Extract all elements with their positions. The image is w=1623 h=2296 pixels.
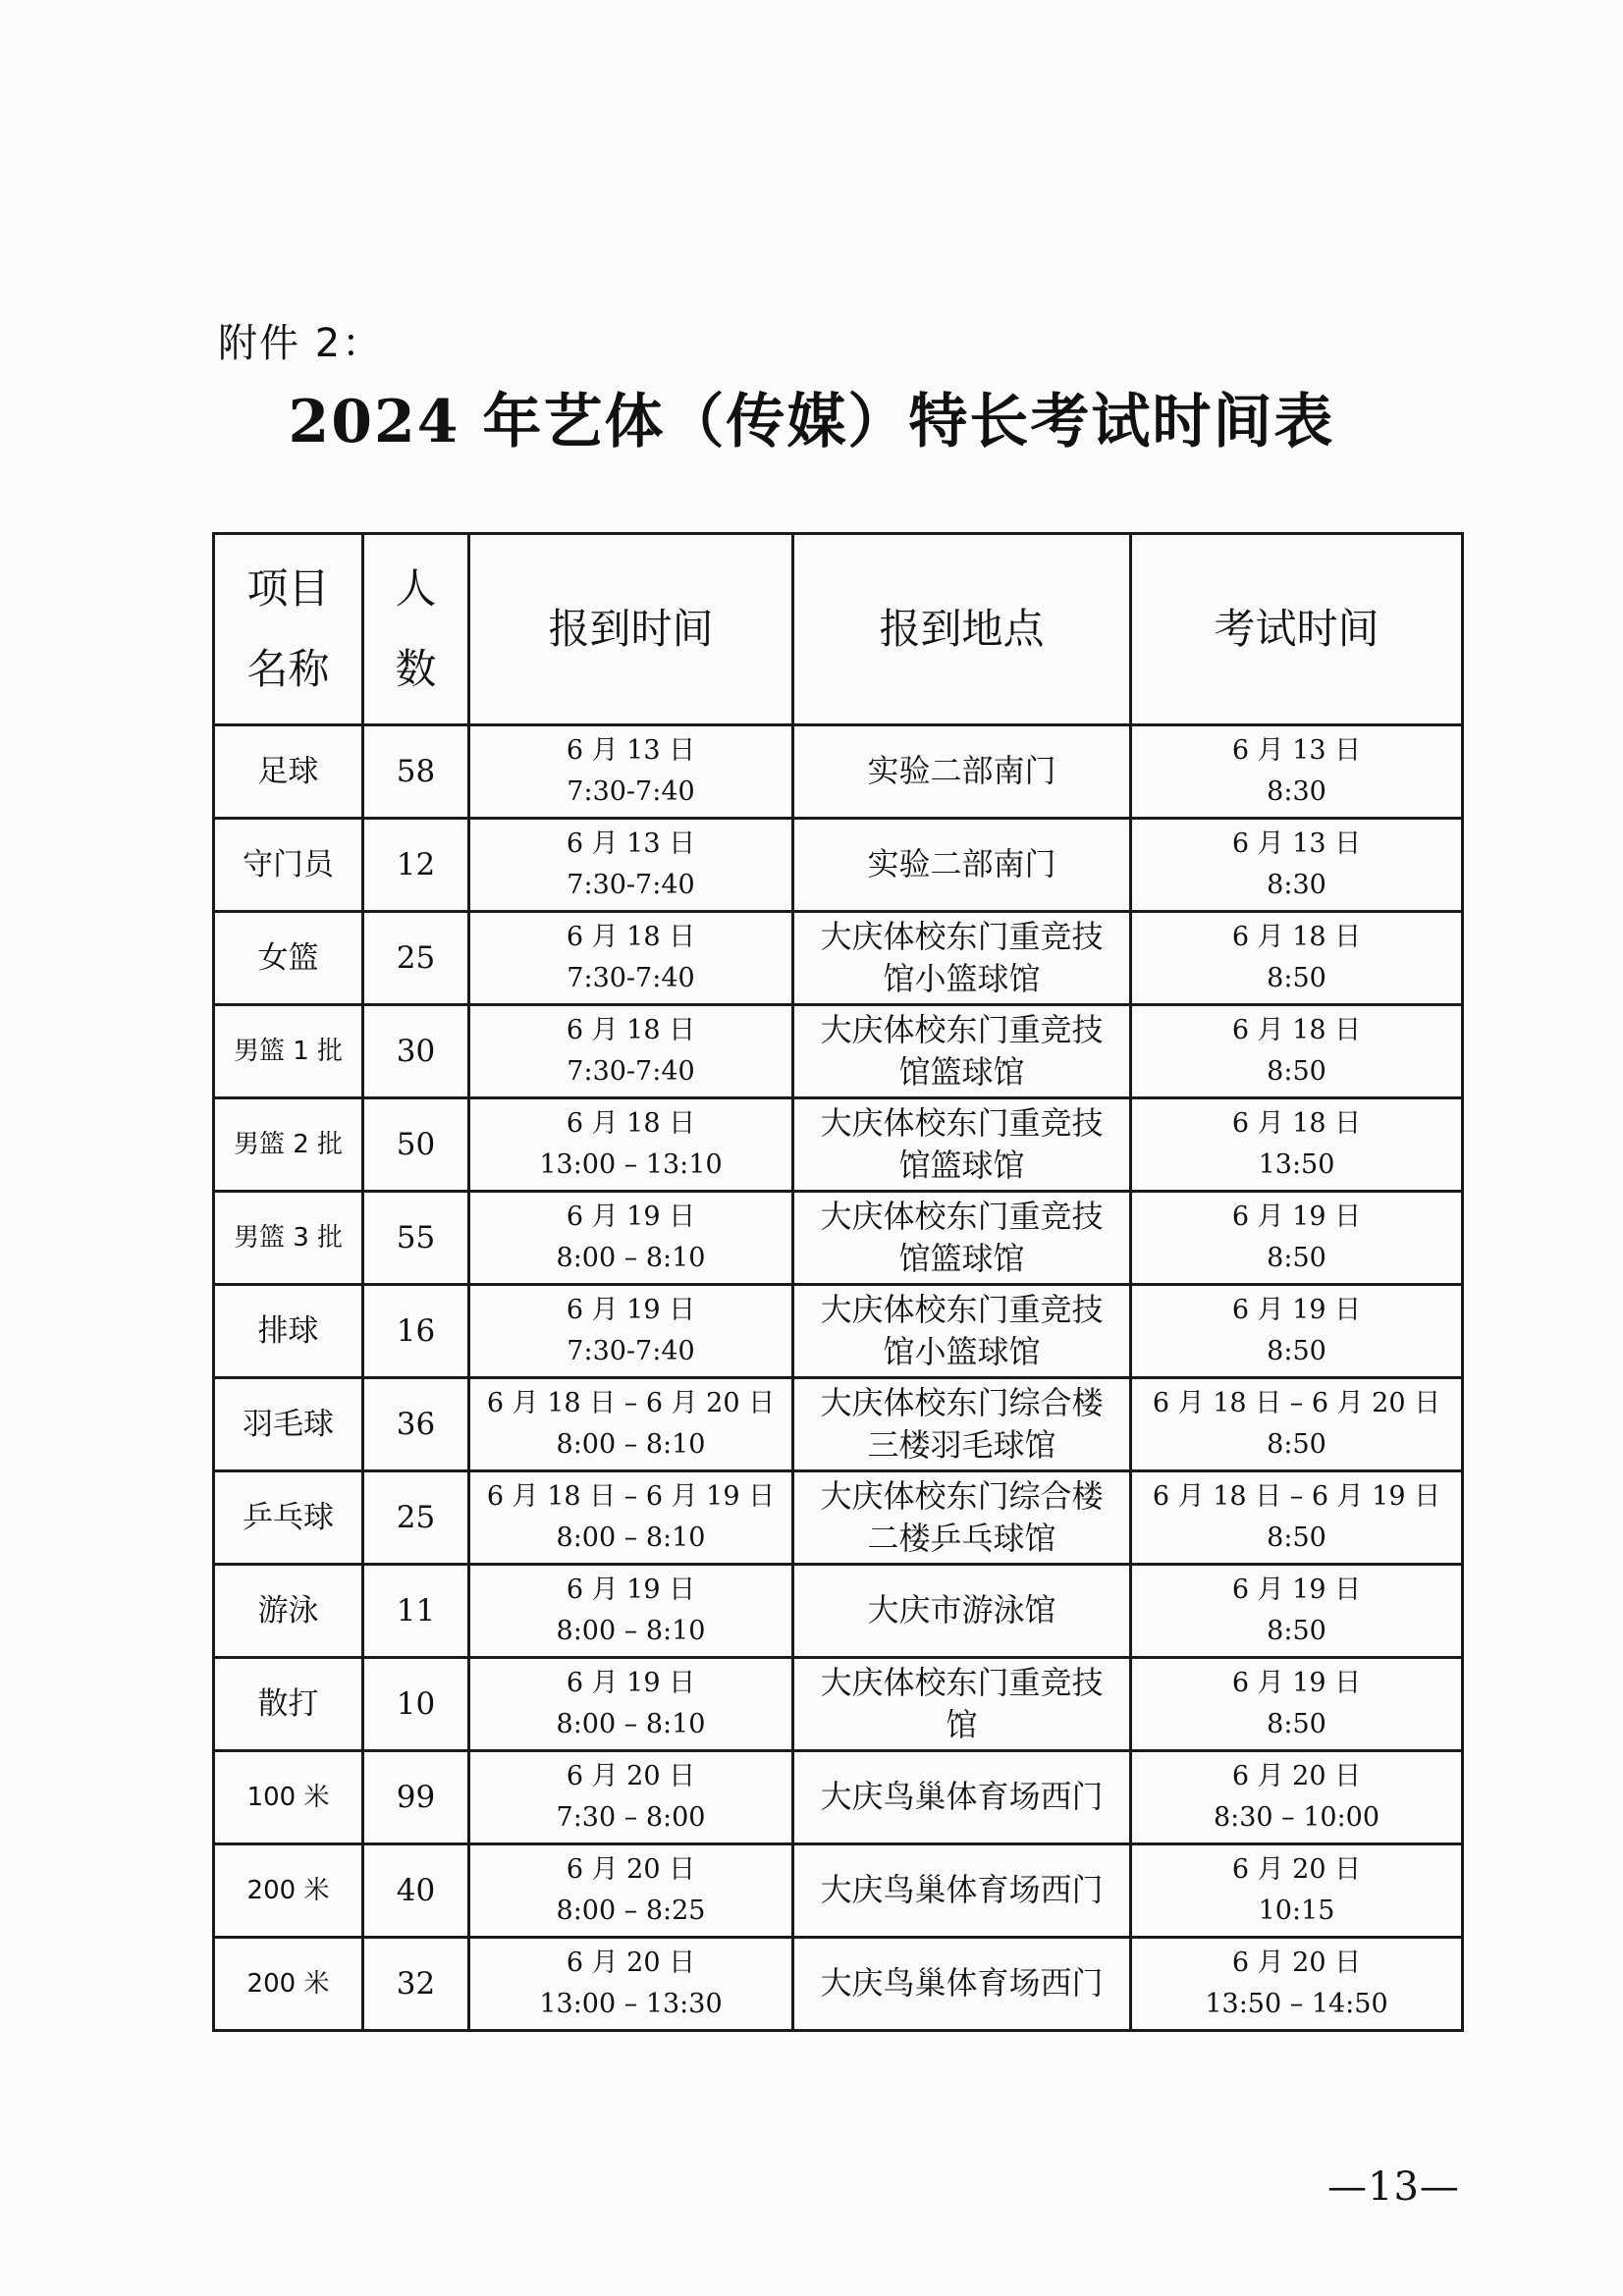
checkin-time-line: 6 月 18 日 – 6 月 19 日 bbox=[486, 1481, 776, 1513]
checkin-time-line: 8:00 – 8:10 bbox=[556, 1709, 706, 1739]
checkin-time-line: 6 月 18 日 bbox=[566, 922, 696, 953]
cell-checkin-location: 大庆体校东门综合楼二楼乒乓球馆 bbox=[793, 1471, 1131, 1565]
cell-checkin-time bbox=[469, 1658, 793, 1751]
cell-exam-time bbox=[1131, 1938, 1463, 2031]
table-row bbox=[214, 1285, 1463, 1378]
checkin-time-line: 6 月 19 日 bbox=[566, 1295, 696, 1326]
cell-exam-time bbox=[1131, 1471, 1463, 1565]
cell-checkin-location: 大庆体校东门重竞技馆小篮球馆 bbox=[793, 1285, 1131, 1378]
cell-checkin-time bbox=[469, 912, 793, 1005]
cell-item-name: 守门员 bbox=[214, 819, 363, 912]
header-exam-time: 考试时间 bbox=[1131, 534, 1463, 725]
cell-item-name: 200 米 bbox=[214, 1938, 363, 2031]
cell-checkin-location: 大庆鸟巢体育场西门 bbox=[793, 1844, 1131, 1938]
cell-item-name: 男篮 2 批 bbox=[214, 1098, 363, 1192]
cell-item-name: 200 米 bbox=[214, 1844, 363, 1938]
cell-checkin-time bbox=[469, 1565, 793, 1658]
cell-exam-time bbox=[1131, 912, 1463, 1005]
cell-item-name: 乒乓球 bbox=[214, 1471, 363, 1565]
cell-checkin-time bbox=[469, 1098, 793, 1192]
table-row bbox=[214, 1098, 1463, 1192]
checkin-time-line: 7:30-7:40 bbox=[567, 870, 695, 900]
cell-item-name: 足球 bbox=[214, 725, 363, 819]
exam-time-line: 6 月 20 日 bbox=[1231, 1948, 1362, 1979]
table-row bbox=[214, 1192, 1463, 1285]
header-count: 人 数 bbox=[363, 534, 469, 725]
cell-count: 10 bbox=[363, 1658, 469, 1751]
cell-count: 99 bbox=[363, 1751, 469, 1844]
checkin-time-line: 7:30-7:40 bbox=[567, 963, 695, 993]
exam-time-line: 6 月 20 日 bbox=[1231, 1761, 1362, 1792]
cell-count: 11 bbox=[363, 1565, 469, 1658]
checkin-time-line: 8:00 – 8:10 bbox=[556, 1243, 706, 1273]
header-checkin-time: 报到时间 bbox=[469, 534, 793, 725]
attachment-label: 附件 2： bbox=[218, 321, 384, 366]
cell-item-name: 男篮 1 批 bbox=[214, 1005, 363, 1098]
cell-checkin-time bbox=[469, 1751, 793, 1844]
checkin-time-line: 6 月 19 日 bbox=[566, 1575, 696, 1606]
exam-time-line: 8:30 – 10:00 bbox=[1213, 1802, 1380, 1833]
exam-time-line: 6 月 18 日 – 6 月 20 日 bbox=[1152, 1388, 1441, 1419]
checkin-time-line: 8:00 – 8:25 bbox=[556, 1896, 706, 1926]
cell-checkin-location: 大庆体校东门综合楼三楼羽毛球馆 bbox=[793, 1378, 1131, 1471]
cell-exam-time bbox=[1131, 725, 1463, 819]
cell-exam-time bbox=[1131, 1751, 1463, 1844]
exam-time-line: 6 月 19 日 bbox=[1231, 1201, 1362, 1233]
page-number: —13— bbox=[1327, 2164, 1460, 2210]
exam-time-line: 8:50 bbox=[1267, 1522, 1326, 1553]
cell-checkin-time bbox=[469, 1844, 793, 1938]
cell-item-name: 女篮 bbox=[214, 912, 363, 1005]
cell-item-name: 100 米 bbox=[214, 1751, 363, 1844]
cell-checkin-time bbox=[469, 819, 793, 912]
cell-checkin-location: 大庆鸟巢体育场西门 bbox=[793, 1938, 1131, 2031]
checkin-time-line: 6 月 20 日 bbox=[566, 1854, 696, 1886]
cell-exam-time bbox=[1131, 1285, 1463, 1378]
cell-checkin-location: 大庆体校东门重竞技馆小篮球馆 bbox=[793, 912, 1131, 1005]
checkin-time-line: 13:00 – 13:30 bbox=[539, 1989, 723, 2019]
cell-count: 25 bbox=[363, 912, 469, 1005]
exam-time-line: 8:50 bbox=[1267, 1056, 1326, 1087]
exam-schedule-table bbox=[212, 532, 1464, 2032]
cell-count: 30 bbox=[363, 1005, 469, 1098]
table-row bbox=[214, 1938, 1463, 2031]
cell-exam-time bbox=[1131, 1378, 1463, 1471]
cell-exam-time bbox=[1131, 1005, 1463, 1098]
cell-checkin-time bbox=[469, 1938, 793, 2031]
exam-time-line: 8:50 bbox=[1267, 1709, 1326, 1739]
exam-time-line: 6 月 19 日 bbox=[1231, 1575, 1362, 1606]
checkin-time-line: 8:00 – 8:10 bbox=[556, 1522, 706, 1553]
checkin-time-line: 6 月 20 日 bbox=[566, 1761, 696, 1792]
cell-exam-time bbox=[1131, 819, 1463, 912]
exam-time-line: 6 月 19 日 bbox=[1231, 1295, 1362, 1326]
cell-count: 36 bbox=[363, 1378, 469, 1471]
checkin-time-line: 6 月 18 日 bbox=[566, 1108, 696, 1140]
exam-time-line: 6 月 18 日 bbox=[1231, 922, 1362, 953]
exam-time-line: 8:50 bbox=[1267, 963, 1326, 993]
table-row bbox=[214, 1378, 1463, 1471]
exam-time-line: 6 月 13 日 bbox=[1231, 735, 1362, 767]
cell-count: 12 bbox=[363, 819, 469, 912]
table-row bbox=[214, 725, 1463, 819]
exam-time-line: 13:50 – 14:50 bbox=[1205, 1989, 1388, 2019]
exam-time-line: 6 月 18 日 bbox=[1231, 1108, 1362, 1140]
exam-time-line: 8:30 bbox=[1267, 776, 1326, 807]
cell-count: 55 bbox=[363, 1192, 469, 1285]
cell-count: 40 bbox=[363, 1844, 469, 1938]
cell-exam-time bbox=[1131, 1844, 1463, 1938]
checkin-time-line: 6 月 20 日 bbox=[566, 1948, 696, 1979]
table-row bbox=[214, 1005, 1463, 1098]
exam-time-line: 6 月 13 日 bbox=[1231, 828, 1362, 860]
header-item-name: 项目 名称 bbox=[214, 534, 363, 725]
table-row bbox=[214, 1751, 1463, 1844]
cell-checkin-time bbox=[469, 1471, 793, 1565]
cell-checkin-location: 实验二部南门 bbox=[793, 725, 1131, 819]
checkin-time-line: 6 月 13 日 bbox=[566, 828, 696, 860]
cell-exam-time bbox=[1131, 1658, 1463, 1751]
checkin-time-line: 13:00 – 13:10 bbox=[539, 1149, 723, 1180]
checkin-time-line: 7:30-7:40 bbox=[567, 1336, 695, 1366]
cell-checkin-location: 大庆体校东门重竞技馆篮球馆 bbox=[793, 1192, 1131, 1285]
table-row bbox=[214, 1844, 1463, 1938]
cell-item-name: 游泳 bbox=[214, 1565, 363, 1658]
table-row bbox=[214, 819, 1463, 912]
cell-checkin-location: 大庆市游泳馆 bbox=[793, 1565, 1131, 1658]
cell-checkin-time bbox=[469, 725, 793, 819]
cell-count: 50 bbox=[363, 1098, 469, 1192]
exam-time-line: 8:30 bbox=[1267, 870, 1326, 900]
checkin-time-line: 8:00 – 8:10 bbox=[556, 1616, 706, 1646]
cell-count: 25 bbox=[363, 1471, 469, 1565]
exam-time-line: 8:50 bbox=[1267, 1336, 1326, 1366]
checkin-time-line: 6 月 19 日 bbox=[566, 1668, 696, 1699]
cell-exam-time bbox=[1131, 1098, 1463, 1192]
exam-time-line: 8:50 bbox=[1267, 1243, 1326, 1273]
checkin-time-line: 8:00 – 8:10 bbox=[556, 1429, 706, 1460]
exam-time-line: 10:15 bbox=[1258, 1896, 1335, 1926]
cell-checkin-time bbox=[469, 1005, 793, 1098]
exam-time-line: 13:50 bbox=[1258, 1149, 1335, 1180]
cell-item-name: 男篮 3 批 bbox=[214, 1192, 363, 1285]
table-row bbox=[214, 1471, 1463, 1565]
cell-exam-time bbox=[1131, 1565, 1463, 1658]
cell-count: 58 bbox=[363, 725, 469, 819]
cell-item-name: 排球 bbox=[214, 1285, 363, 1378]
exam-time-line: 6 月 19 日 bbox=[1231, 1668, 1362, 1699]
exam-time-line: 6 月 18 日 bbox=[1231, 1015, 1362, 1046]
exam-time-line: 6 月 20 日 bbox=[1231, 1854, 1362, 1886]
cell-exam-time bbox=[1131, 1192, 1463, 1285]
cell-item-name: 散打 bbox=[214, 1658, 363, 1751]
checkin-time-line: 7:30-7:40 bbox=[567, 776, 695, 807]
cell-checkin-time bbox=[469, 1285, 793, 1378]
exam-time-line: 8:50 bbox=[1267, 1429, 1326, 1460]
cell-checkin-location: 大庆体校东门重竞技馆 bbox=[793, 1658, 1131, 1751]
cell-checkin-location: 实验二部南门 bbox=[793, 819, 1131, 912]
checkin-time-line: 7:30 – 8:00 bbox=[556, 1802, 706, 1833]
table-row bbox=[214, 912, 1463, 1005]
cell-checkin-location: 大庆体校东门重竞技馆篮球馆 bbox=[793, 1005, 1131, 1098]
cell-checkin-location: 大庆体校东门重竞技馆篮球馆 bbox=[793, 1098, 1131, 1192]
header-checkin-location: 报到地点 bbox=[793, 534, 1131, 725]
cell-checkin-time bbox=[469, 1192, 793, 1285]
cell-checkin-time bbox=[469, 1378, 793, 1471]
checkin-time-line: 6 月 18 日 bbox=[566, 1015, 696, 1046]
cell-count: 16 bbox=[363, 1285, 469, 1378]
table-header-row bbox=[214, 534, 1463, 725]
checkin-time-line: 6 月 18 日 – 6 月 20 日 bbox=[486, 1388, 776, 1419]
checkin-time-line: 6 月 13 日 bbox=[566, 735, 696, 767]
exam-time-line: 8:50 bbox=[1267, 1616, 1326, 1646]
table-row bbox=[214, 1658, 1463, 1751]
checkin-time-line: 7:30-7:40 bbox=[567, 1056, 695, 1087]
cell-checkin-location: 大庆鸟巢体育场西门 bbox=[793, 1751, 1131, 1844]
table-row bbox=[214, 1565, 1463, 1658]
checkin-time-line: 6 月 19 日 bbox=[566, 1201, 696, 1233]
cell-count: 32 bbox=[363, 1938, 469, 2031]
document-title: 2024 年艺体（传媒）特长考试时间表 bbox=[288, 388, 1335, 456]
exam-time-line: 6 月 18 日 – 6 月 19 日 bbox=[1152, 1481, 1441, 1513]
cell-item-name: 羽毛球 bbox=[214, 1378, 363, 1471]
